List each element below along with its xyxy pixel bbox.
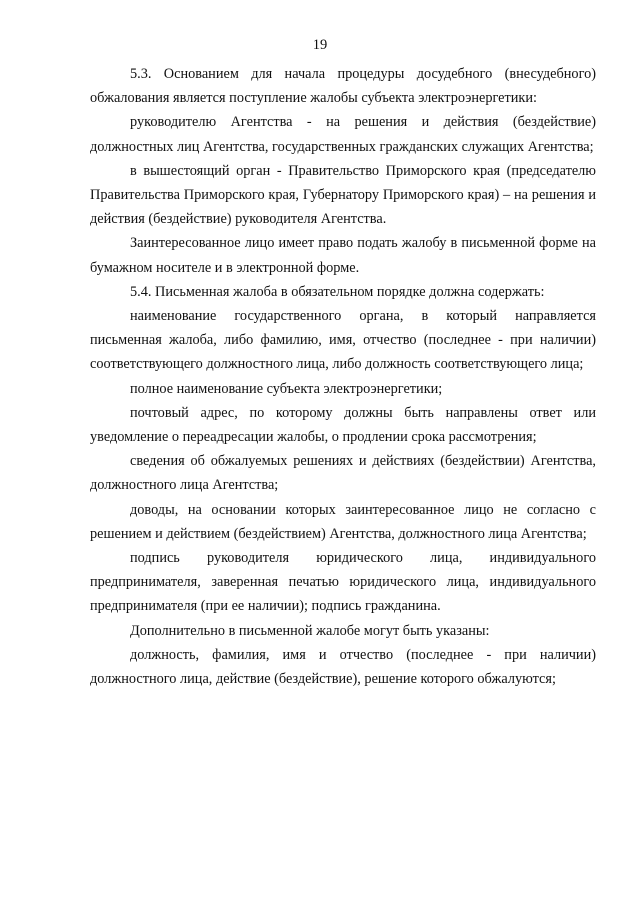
paragraph: 5.3. Основанием для начала процедуры досудебного (внесудебного) обжалования является поступление жалобы субъекта электроэнергетики: bbox=[90, 66, 596, 107]
paragraph: руководителю Агентства - на решения и действия (бездействие) должностных лиц Агентства, государственных гражданских служащих Агентства; bbox=[90, 114, 596, 155]
page-number: 19 bbox=[312, 37, 328, 53]
paragraph: подпись руководителя юридического лица, индивидуального предпринимателя, заверенная печатью юридического лица, индивидуального предпринимателя (при ее наличии); подпись гражданина. bbox=[90, 550, 596, 615]
paragraph: 5.4. Письменная жалоба в обязательном порядке должна содержать: bbox=[130, 283, 545, 300]
document-body bbox=[90, 62, 596, 691]
paragraph: Заинтересованное лицо имеет право подать жалобу в письменной форме на бумажном носителе и в электронной форме. bbox=[90, 235, 596, 276]
paragraph: полное наименование субъекта электроэнергетики; bbox=[130, 380, 443, 397]
paragraph: должность, фамилия, имя и отчество (последнее - при наличии) должностного лица, действие (бездействие), решение которого обжалуются; bbox=[90, 646, 596, 688]
paragraph: доводы, на основании которых заинтересованное лицо не согласно с решением и действием (бездействием) Агентства, должностного лица Агентства; bbox=[90, 501, 596, 542]
paragraph: сведения об обжалуемых решениях и действиях (бездействии) Агентства, должностного лица Агентства; bbox=[90, 453, 596, 494]
paragraph: наименование государственного органа, в который направляется письменная жалоба, либо фамилию, имя, отчество (последнее - при наличии) соответствующего должностного лица, либо должность соответствующего лица; bbox=[90, 308, 596, 373]
paragraph: почтовый адрес, по которому должны быть направлены ответ или уведомление о переадресации жалобы, о продлении срока рассмотрения; bbox=[90, 404, 596, 446]
paragraph: в вышестоящий орган - Правительство Приморского края (председателю Правительства Приморского края, Губернатору Приморского края) – на решения и действия (бездействие) руководителя Агентства. bbox=[90, 162, 596, 228]
paragraph: Дополнительно в письменной жалобе могут быть указаны: bbox=[130, 622, 490, 639]
